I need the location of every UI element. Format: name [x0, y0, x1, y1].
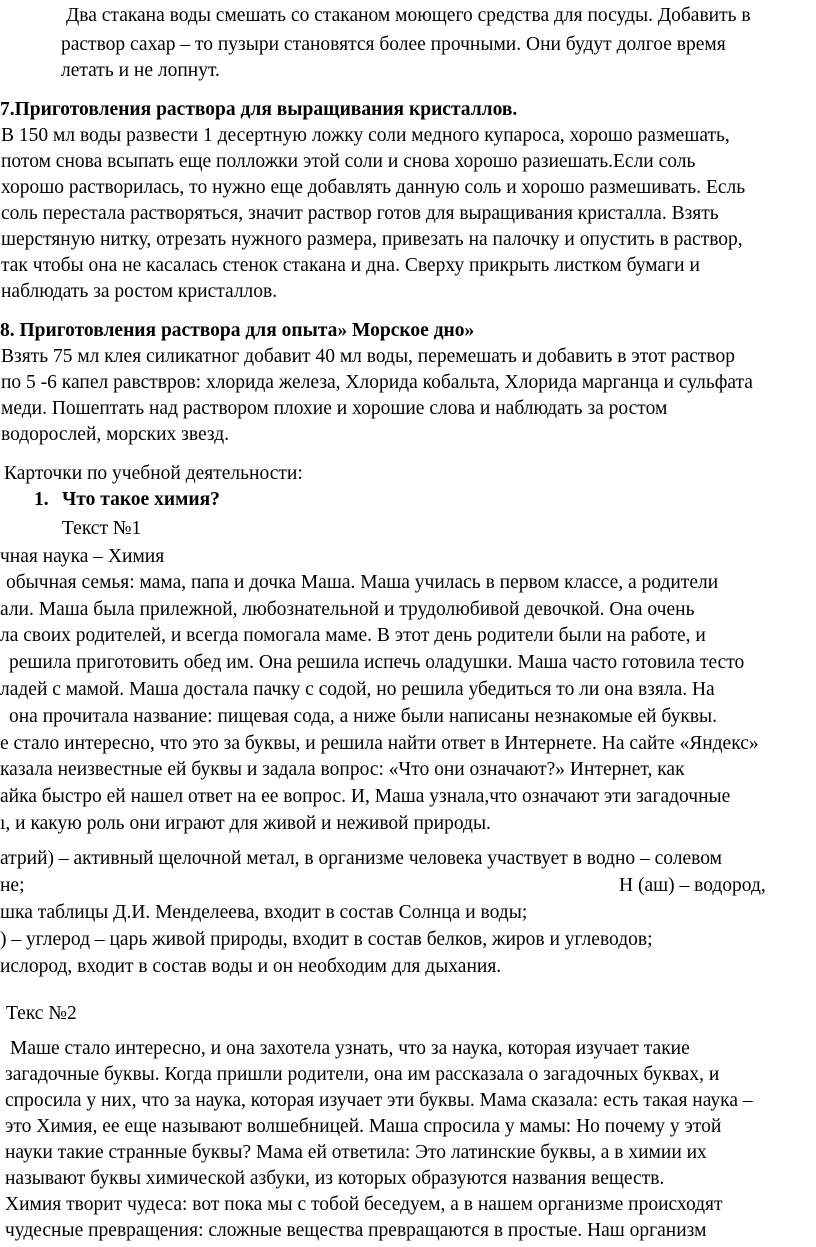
- intro-line-3: летать и не лопнут.: [61, 60, 220, 81]
- text-1-label: Текст №1: [62, 518, 142, 539]
- section-8-heading: 8. Приготовления раствора для опыта» Морское дно»: [0, 320, 475, 341]
- text-1-line: казала неизвестные ей буквы и задала вопрос: «Что они означают?» Интернет, как: [0, 759, 685, 780]
- text-1-line: айка быстро ей нашел ответ на ее вопрос. И, Маша узнала,что означают эти загадочные: [0, 786, 731, 807]
- section-7-heading: 7.Приготовления раствора для выращивания кристаллов.: [0, 99, 518, 120]
- section-7-line: так чтобы она не касалась стенок стакана и дна. Сверху прикрыть листком бумаги и: [1, 255, 700, 276]
- text-2-line: спросила у них, что за наука, которая изучает эти буквы. Мама сказала: есть такая наука –: [5, 1090, 753, 1111]
- text-2-line: загадочные буквы. Когда пришли родители, она им рассказала о загадочных буквах, и: [5, 1064, 720, 1085]
- text-1-line: она прочитала название: пищевая сода, а ниже были написаны незнакомые ей буквы.: [9, 706, 717, 727]
- list-item-number: 1.: [34, 489, 49, 510]
- text-2-line: чудесные превращения: сложные вещества превращаются в простые. Наш организм: [5, 1220, 707, 1241]
- section-7-line: соль перестала растворяться, значит раствор готов для выращивания кристалла. Взять: [1, 203, 719, 224]
- text-1-line: ла своих родителей, и всегда помогала маме. В этот день родители были на работе, и: [0, 625, 706, 646]
- text-2-line: это Химия, ее еще называют волшебницей. Маша спросила у мамы: Но почему у этой: [5, 1116, 722, 1137]
- text-2-line: науки такие странные буквы? Мама ей ответила: Это латинские буквы, а в химии их: [5, 1142, 707, 1163]
- text-1-line: атрий) – активный щелочной метал, в организме человека участвует в водно – солевом: [0, 848, 722, 869]
- text-1-line: обычная семья: мама, папа и дочка Маша. Маша училась в первом классе, а родители: [6, 572, 719, 593]
- text-1-line: али. Маша была прилежной, любознательной и трудолюбивой девочкой. Она очень: [0, 599, 695, 620]
- text-1-line: ислород, входит в состав воды и он необходим для дыхания.: [0, 956, 502, 977]
- text-1-line: решила приготовить обед им. Она решила испечь оладушки. Маша часто готовила тесто: [9, 652, 745, 673]
- section-7-line: потом снова всыпать еще полложки этой соли и снова хорошо разиешать.Если соль: [1, 151, 696, 172]
- hydrogen-fragment: Н (аш) – водород,: [619, 875, 766, 896]
- intro-line-2: раствор сахар – то пузыри становятся более прочными. Они будут долгое время: [61, 34, 726, 55]
- text-1-line: ладей с мамой. Маша достала пачку с содой, но решила убедиться то ли она взяла. На: [0, 679, 715, 700]
- section-7-line: В 150 мл воды развести 1 десертную ложку соли медного купароса, хорошо размешать,: [1, 125, 730, 146]
- text-1-line: не;: [0, 875, 25, 896]
- text-2-line: Маше стало интересно, и она захотела узнать, что за наука, которая изучает такие: [10, 1038, 690, 1059]
- intro-line-1: Два стакана воды смешать со стаканом моющего средства для посуды. Добавить в: [66, 5, 751, 26]
- section-7-line: наблюдать за ростом кристаллов.: [1, 281, 278, 302]
- text-1-line: ) – углерод – царь живой природы, входит в состав белков, жиров и углеводов;: [0, 929, 653, 950]
- section-8-line: Взять 75 мл клея силикатног добавит 40 мл воды, перемешать и добавить в этот раствор: [1, 346, 736, 367]
- list-item-title: Что такое химия?: [62, 489, 220, 510]
- section-8-line: меди. Пошептать над раствором плохие и хорошие слова и наблюдать за ростом: [1, 398, 668, 419]
- text-1-line: е стало интересно, что это за буквы, и решила найти ответ в Интернете. На сайте «Яндекс»: [0, 733, 759, 754]
- section-8-line: по 5 -6 капел равствров: хлорида железа, Хлорида кобальта, Хлорида марганца и сульфата: [1, 372, 753, 393]
- section-7-line: шерстяную нитку, отрезать нужного размера, привезать на палочку и опустить в раствор,: [1, 229, 743, 250]
- text-2-line: называют буквы химической азбуки, из которых образуются названия веществ.: [5, 1168, 665, 1189]
- cards-intro: Карточки по учебной деятельности:: [4, 463, 303, 484]
- text-1-line: ı, и какую роль они играют для живой и неживой природы.: [0, 813, 491, 834]
- text-1-line: чная наука – Химия: [0, 546, 165, 567]
- section-7-line: хорошо растворилась, то нужно еще добавлять данную соль и хорошо размешивать. Есль: [1, 177, 746, 198]
- section-8-line: водорослей, морских звезд.: [1, 424, 230, 445]
- text-1-line: шка таблицы Д.И. Менделеева, входит в состав Солнца и воды;: [0, 902, 528, 923]
- text-2-label: Текс №2: [6, 1003, 77, 1024]
- text-2-line: Химия творит чудеса: вот пока мы с тобой беседуем, а в нашем организме происходят: [5, 1194, 723, 1215]
